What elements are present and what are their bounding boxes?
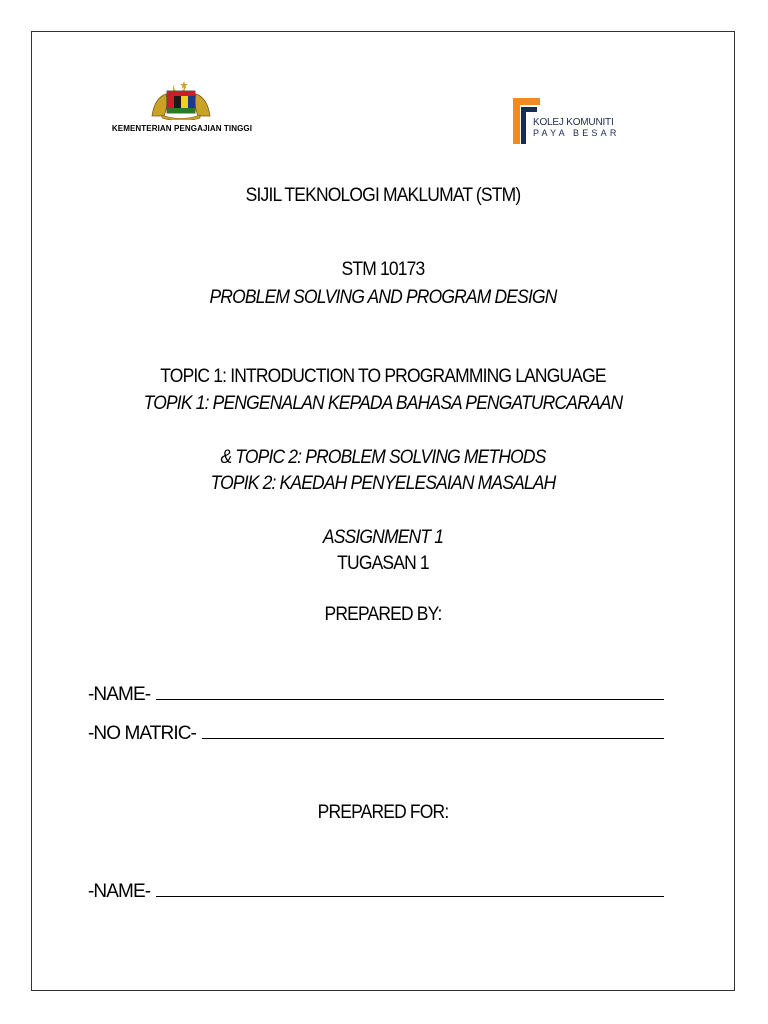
prepared-by-heading: PREPARED BY: bbox=[324, 604, 442, 625]
topic1-english: TOPIC 1: INTRODUCTION TO PROGRAMMING LANGUAGE bbox=[160, 366, 606, 387]
college-name: KOLEJ KOMUNITI bbox=[533, 117, 614, 128]
college-location: PAYA BESAR bbox=[533, 128, 620, 138]
coat-of-arms-icon bbox=[148, 78, 214, 120]
topic2-malay: TOPIK 2: KAEDAH PENYELESAIAN MASALAH bbox=[210, 473, 556, 494]
matric-number-label: -NO MATRIC- bbox=[88, 723, 196, 744]
prepared-for-heading: PREPARED FOR: bbox=[317, 802, 449, 823]
topic2-english: & TOPIC 2: PROBLEM SOLVING METHODS bbox=[220, 447, 546, 468]
matric-number-line[interactable] bbox=[202, 722, 664, 739]
student-name-label: -NAME- bbox=[88, 684, 151, 705]
course-code: STM 10173 bbox=[341, 259, 425, 280]
assignment-english: ASSIGNMENT 1 bbox=[322, 527, 444, 548]
topic1-malay: TOPIK 1: PENGENALAN KEPADA BAHASA PENGATURCARAAN bbox=[143, 393, 623, 414]
student-name-field[interactable] bbox=[88, 683, 664, 706]
program-title: SIJIL TEKNOLOGI MAKLUMAT (STM) bbox=[245, 185, 521, 206]
matric-number-field[interactable] bbox=[88, 722, 664, 745]
lecturer-name-label: -NAME- bbox=[88, 881, 151, 902]
page-border bbox=[31, 31, 735, 991]
student-name-line[interactable] bbox=[156, 683, 664, 700]
assignment-malay: TUGASAN 1 bbox=[337, 553, 429, 574]
ministry-name: KEMENTERIAN PENGAJIAN TINGGI bbox=[111, 124, 253, 133]
lecturer-name-field[interactable] bbox=[88, 880, 664, 903]
lecturer-name-line[interactable] bbox=[156, 880, 664, 897]
ministry-logo bbox=[92, 78, 272, 142]
college-logo bbox=[510, 96, 640, 146]
course-name: PROBLEM SOLVING AND PROGRAM DESIGN bbox=[209, 287, 557, 308]
